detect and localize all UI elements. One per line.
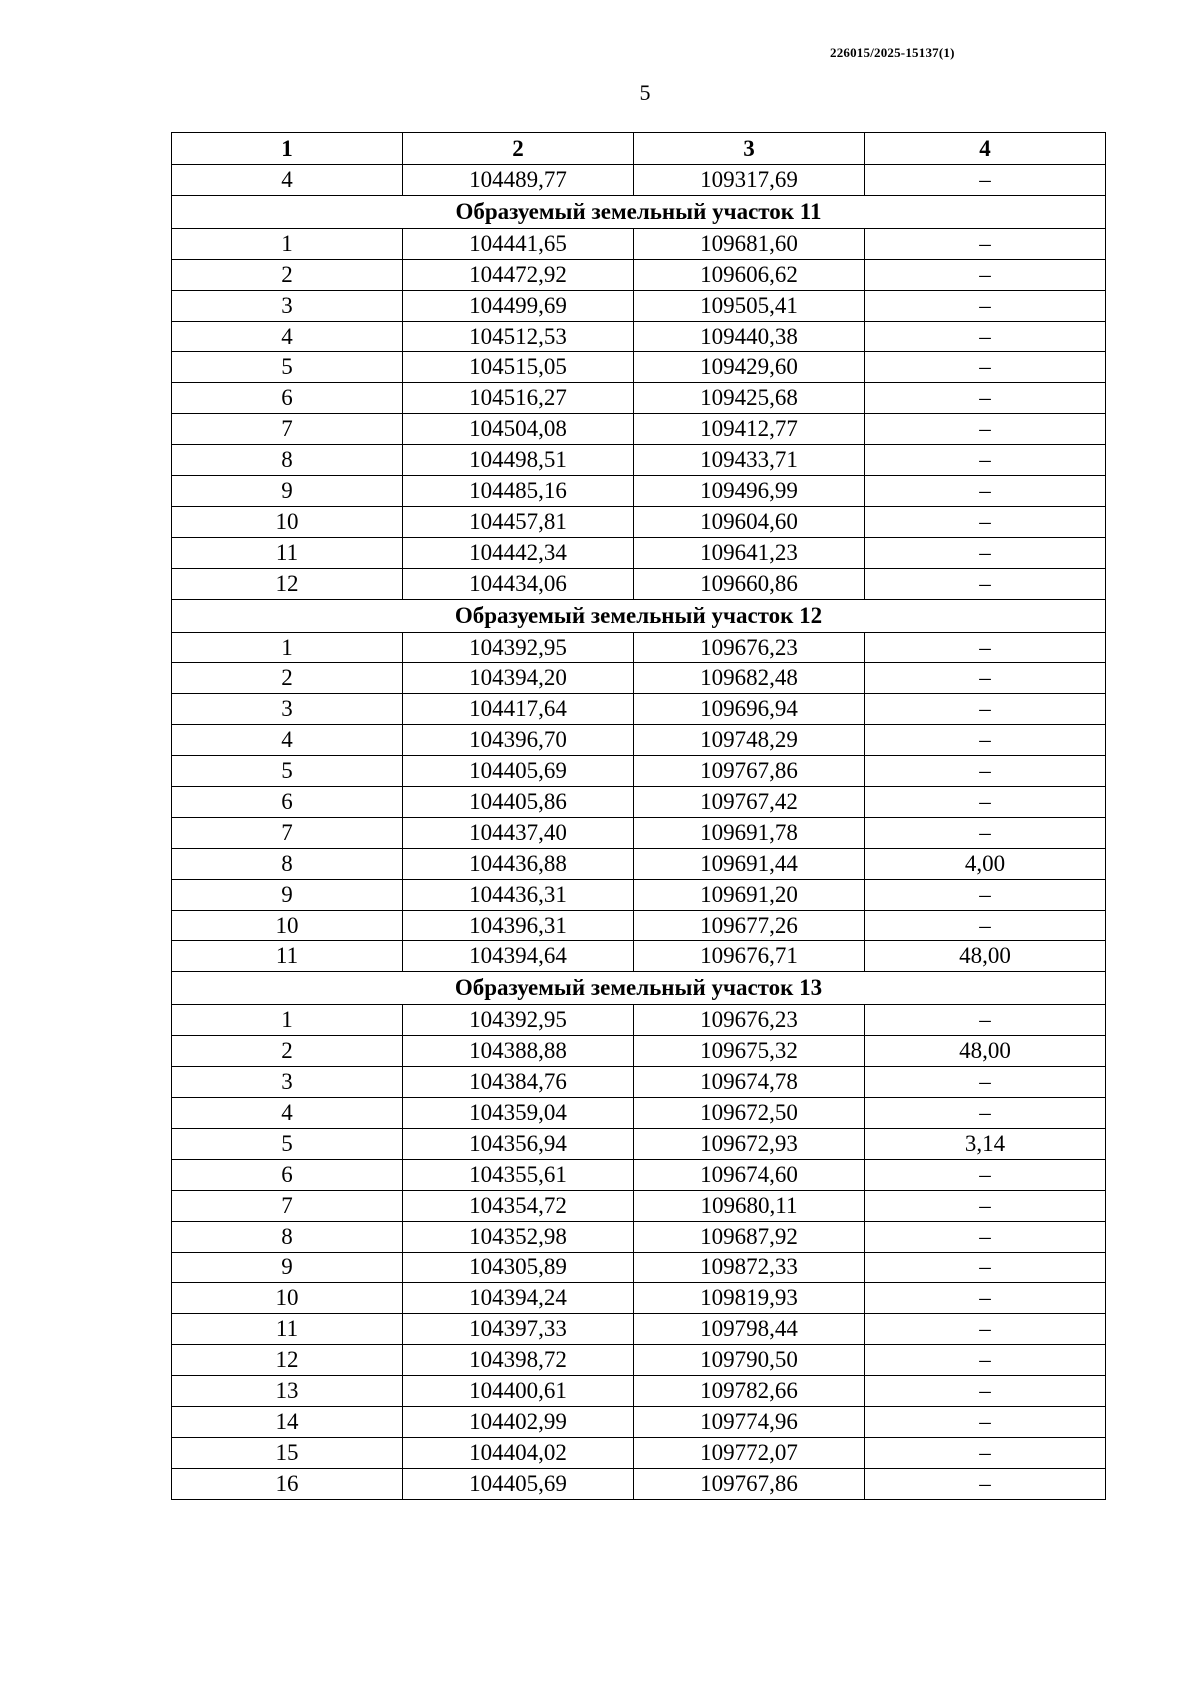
y-coordinate-cell: 109767,86 (634, 756, 865, 787)
point-number-cell: 11 (172, 537, 403, 568)
table-row (172, 1437, 1106, 1468)
table-row (172, 1345, 1106, 1376)
y-coordinate-cell: 109681,60 (634, 228, 865, 259)
column-header-1: 1 (172, 133, 403, 165)
x-coordinate-cell: 104499,69 (403, 290, 634, 321)
table-row (172, 321, 1106, 352)
value-cell: – (865, 1406, 1106, 1437)
table-row (172, 1221, 1106, 1252)
point-number-cell: 12 (172, 1345, 403, 1376)
value-cell: – (865, 259, 1106, 290)
y-coordinate-cell: 109606,62 (634, 259, 865, 290)
table-row (172, 1314, 1106, 1345)
x-coordinate-cell: 104405,86 (403, 787, 634, 818)
x-coordinate-cell: 104485,16 (403, 476, 634, 507)
point-number-cell: 3 (172, 290, 403, 321)
y-coordinate-cell: 109872,33 (634, 1252, 865, 1283)
value-cell: – (865, 445, 1106, 476)
x-coordinate-cell: 104388,88 (403, 1036, 634, 1067)
x-coordinate-cell: 104396,31 (403, 910, 634, 941)
x-coordinate-cell: 104442,34 (403, 537, 634, 568)
value-cell: – (865, 1345, 1106, 1376)
point-number-cell: 6 (172, 383, 403, 414)
page-number: 5 (639, 80, 651, 105)
value-cell: – (865, 1067, 1106, 1098)
value-cell: – (865, 1314, 1106, 1345)
point-number-cell: 14 (172, 1406, 403, 1437)
point-number-cell: 9 (172, 1252, 403, 1283)
point-number-cell: 3 (172, 1067, 403, 1098)
x-coordinate-cell: 104436,88 (403, 848, 634, 879)
table-row (172, 537, 1106, 568)
y-coordinate-cell: 109429,60 (634, 352, 865, 383)
point-number-cell: 9 (172, 879, 403, 910)
point-number-cell: 16 (172, 1468, 403, 1499)
point-number-cell: 6 (172, 787, 403, 818)
x-coordinate-cell: 104515,05 (403, 352, 634, 383)
y-coordinate-cell: 109317,69 (634, 165, 865, 196)
section-title: Образуемый земельный участок 11 (172, 195, 1106, 228)
table-row (172, 506, 1106, 537)
value-cell: 48,00 (865, 941, 1106, 972)
value-cell: – (865, 1190, 1106, 1221)
x-coordinate-cell: 104489,77 (403, 165, 634, 196)
point-number-cell: 12 (172, 568, 403, 599)
document-registration-number: 226015/2025-15137(1) (830, 45, 955, 60)
point-number-cell: 4 (172, 165, 403, 196)
x-coordinate-cell: 104394,24 (403, 1283, 634, 1314)
x-coordinate-cell: 104498,51 (403, 445, 634, 476)
point-number-cell: 11 (172, 941, 403, 972)
point-number-cell: 3 (172, 694, 403, 725)
x-coordinate-cell: 104434,06 (403, 568, 634, 599)
value-cell: – (865, 1098, 1106, 1129)
x-coordinate-cell: 104405,69 (403, 1468, 634, 1499)
y-coordinate-cell: 109782,66 (634, 1376, 865, 1407)
y-coordinate-cell: 109748,29 (634, 725, 865, 756)
y-coordinate-cell: 109425,68 (634, 383, 865, 414)
table-row (172, 290, 1106, 321)
table-row (172, 1159, 1106, 1190)
y-coordinate-cell: 109682,48 (634, 663, 865, 694)
y-coordinate-cell: 109505,41 (634, 290, 865, 321)
table-row (172, 632, 1106, 663)
x-coordinate-cell: 104417,64 (403, 694, 634, 725)
y-coordinate-cell: 109774,96 (634, 1406, 865, 1437)
x-coordinate-cell: 104354,72 (403, 1190, 634, 1221)
x-coordinate-cell: 104394,20 (403, 663, 634, 694)
y-coordinate-cell: 109440,38 (634, 321, 865, 352)
point-number-cell: 4 (172, 725, 403, 756)
table-row (172, 1128, 1106, 1159)
table-row (172, 1252, 1106, 1283)
value-cell: 48,00 (865, 1036, 1106, 1067)
x-coordinate-cell: 104405,69 (403, 756, 634, 787)
value-cell: – (865, 1437, 1106, 1468)
value-cell: – (865, 1283, 1106, 1314)
x-coordinate-cell: 104352,98 (403, 1221, 634, 1252)
table-row (172, 1376, 1106, 1407)
section-heading-row (172, 972, 1106, 1005)
y-coordinate-cell: 109680,11 (634, 1190, 865, 1221)
value-cell: – (865, 476, 1106, 507)
table-row (172, 259, 1106, 290)
x-coordinate-cell: 104441,65 (403, 228, 634, 259)
x-coordinate-cell: 104355,61 (403, 1159, 634, 1190)
value-cell: 4,00 (865, 848, 1106, 879)
y-coordinate-cell: 109767,42 (634, 787, 865, 818)
x-coordinate-cell: 104436,31 (403, 879, 634, 910)
point-number-cell: 5 (172, 1128, 403, 1159)
table-row (172, 476, 1106, 507)
table-row (172, 1005, 1106, 1036)
y-coordinate-cell: 109672,93 (634, 1128, 865, 1159)
value-cell: – (865, 663, 1106, 694)
x-coordinate-cell: 104402,99 (403, 1406, 634, 1437)
x-coordinate-cell: 104472,92 (403, 259, 634, 290)
point-number-cell: 1 (172, 1005, 403, 1036)
table-row (172, 165, 1106, 196)
y-coordinate-cell: 109819,93 (634, 1283, 865, 1314)
value-cell: – (865, 414, 1106, 445)
table-row (172, 1468, 1106, 1499)
y-coordinate-cell: 109676,23 (634, 1005, 865, 1036)
x-coordinate-cell: 104457,81 (403, 506, 634, 537)
table-row (172, 1406, 1106, 1437)
value-cell: – (865, 910, 1106, 941)
table-row (172, 817, 1106, 848)
value-cell: – (865, 290, 1106, 321)
y-coordinate-cell: 109604,60 (634, 506, 865, 537)
table-row (172, 879, 1106, 910)
y-coordinate-cell: 109676,23 (634, 632, 865, 663)
table-row (172, 1098, 1106, 1129)
point-number-cell: 13 (172, 1376, 403, 1407)
value-cell: – (865, 352, 1106, 383)
point-number-cell: 2 (172, 663, 403, 694)
x-coordinate-cell: 104404,02 (403, 1437, 634, 1468)
table-row (172, 848, 1106, 879)
table-row (172, 352, 1106, 383)
section-title: Образуемый земельный участок 13 (172, 972, 1106, 1005)
x-coordinate-cell: 104392,95 (403, 1005, 634, 1036)
y-coordinate-cell: 109691,20 (634, 879, 865, 910)
point-number-cell: 15 (172, 1437, 403, 1468)
value-cell: – (865, 817, 1106, 848)
value-cell: – (865, 1159, 1106, 1190)
y-coordinate-cell: 109798,44 (634, 1314, 865, 1345)
x-coordinate-cell: 104512,53 (403, 321, 634, 352)
y-coordinate-cell: 109691,78 (634, 817, 865, 848)
point-number-cell: 8 (172, 848, 403, 879)
table-row (172, 568, 1106, 599)
y-coordinate-cell: 109767,86 (634, 1468, 865, 1499)
table-row (172, 1190, 1106, 1221)
value-cell: – (865, 694, 1106, 725)
y-coordinate-cell: 109696,94 (634, 694, 865, 725)
column-header-4: 4 (865, 133, 1106, 165)
value-cell: – (865, 725, 1106, 756)
point-number-cell: 8 (172, 1221, 403, 1252)
table-row (172, 1036, 1106, 1067)
table-row (172, 941, 1106, 972)
value-cell: – (865, 321, 1106, 352)
x-coordinate-cell: 104396,70 (403, 725, 634, 756)
x-coordinate-cell: 104397,33 (403, 1314, 634, 1345)
y-coordinate-cell: 109674,60 (634, 1159, 865, 1190)
value-cell: – (865, 506, 1106, 537)
y-coordinate-cell: 109675,32 (634, 1036, 865, 1067)
table-row (172, 663, 1106, 694)
point-number-cell: 2 (172, 1036, 403, 1067)
x-coordinate-cell: 104384,76 (403, 1067, 634, 1098)
table-header-row (172, 133, 1106, 165)
value-cell: – (865, 1468, 1106, 1499)
table-row (172, 756, 1106, 787)
value-cell: – (865, 632, 1106, 663)
point-number-cell: 10 (172, 506, 403, 537)
point-number-cell: 8 (172, 445, 403, 476)
x-coordinate-cell: 104398,72 (403, 1345, 634, 1376)
value-cell: – (865, 568, 1106, 599)
value-cell: – (865, 787, 1106, 818)
table-row (172, 1067, 1106, 1098)
point-number-cell: 7 (172, 817, 403, 848)
y-coordinate-cell: 109677,26 (634, 910, 865, 941)
point-number-cell: 10 (172, 1283, 403, 1314)
x-coordinate-cell: 104437,40 (403, 817, 634, 848)
value-cell: – (865, 1005, 1106, 1036)
y-coordinate-cell: 109433,71 (634, 445, 865, 476)
y-coordinate-cell: 109676,71 (634, 941, 865, 972)
value-cell: – (865, 537, 1106, 568)
y-coordinate-cell: 109641,23 (634, 537, 865, 568)
x-coordinate-cell: 104504,08 (403, 414, 634, 445)
point-number-cell: 11 (172, 1314, 403, 1345)
column-header-2: 2 (403, 133, 634, 165)
table-row (172, 414, 1106, 445)
coordinates-table-body (172, 133, 1106, 1500)
value-cell: 3,14 (865, 1128, 1106, 1159)
x-coordinate-cell: 104400,61 (403, 1376, 634, 1407)
table-row (172, 1283, 1106, 1314)
column-header-3: 3 (634, 133, 865, 165)
point-number-cell: 6 (172, 1159, 403, 1190)
value-cell: – (865, 1252, 1106, 1283)
y-coordinate-cell: 109691,44 (634, 848, 865, 879)
y-coordinate-cell: 109496,99 (634, 476, 865, 507)
table-row (172, 445, 1106, 476)
table-row (172, 383, 1106, 414)
point-number-cell: 5 (172, 756, 403, 787)
x-coordinate-cell: 104394,64 (403, 941, 634, 972)
y-coordinate-cell: 109772,07 (634, 1437, 865, 1468)
point-number-cell: 4 (172, 321, 403, 352)
table-row (172, 725, 1106, 756)
y-coordinate-cell: 109660,86 (634, 568, 865, 599)
y-coordinate-cell: 109674,78 (634, 1067, 865, 1098)
y-coordinate-cell: 109790,50 (634, 1345, 865, 1376)
point-number-cell: 10 (172, 910, 403, 941)
table-row (172, 910, 1106, 941)
value-cell: – (865, 879, 1106, 910)
section-heading-row (172, 195, 1106, 228)
point-number-cell: 2 (172, 259, 403, 290)
x-coordinate-cell: 104392,95 (403, 632, 634, 663)
point-number-cell: 4 (172, 1098, 403, 1129)
point-number-cell: 9 (172, 476, 403, 507)
y-coordinate-cell: 109412,77 (634, 414, 865, 445)
value-cell: – (865, 383, 1106, 414)
value-cell: – (865, 165, 1106, 196)
value-cell: – (865, 228, 1106, 259)
point-number-cell: 7 (172, 1190, 403, 1221)
y-coordinate-cell: 109672,50 (634, 1098, 865, 1129)
section-heading-row (172, 599, 1106, 632)
x-coordinate-cell: 104359,04 (403, 1098, 634, 1129)
value-cell: – (865, 756, 1106, 787)
point-number-cell: 1 (172, 228, 403, 259)
point-number-cell: 5 (172, 352, 403, 383)
table-row (172, 694, 1106, 725)
table-row (172, 787, 1106, 818)
y-coordinate-cell: 109687,92 (634, 1221, 865, 1252)
x-coordinate-cell: 104516,27 (403, 383, 634, 414)
value-cell: – (865, 1376, 1106, 1407)
point-number-cell: 7 (172, 414, 403, 445)
section-title: Образуемый земельный участок 12 (172, 599, 1106, 632)
table-row (172, 228, 1106, 259)
point-number-cell: 1 (172, 632, 403, 663)
coordinates-table (171, 132, 1106, 1500)
x-coordinate-cell: 104356,94 (403, 1128, 634, 1159)
x-coordinate-cell: 104305,89 (403, 1252, 634, 1283)
value-cell: – (865, 1221, 1106, 1252)
